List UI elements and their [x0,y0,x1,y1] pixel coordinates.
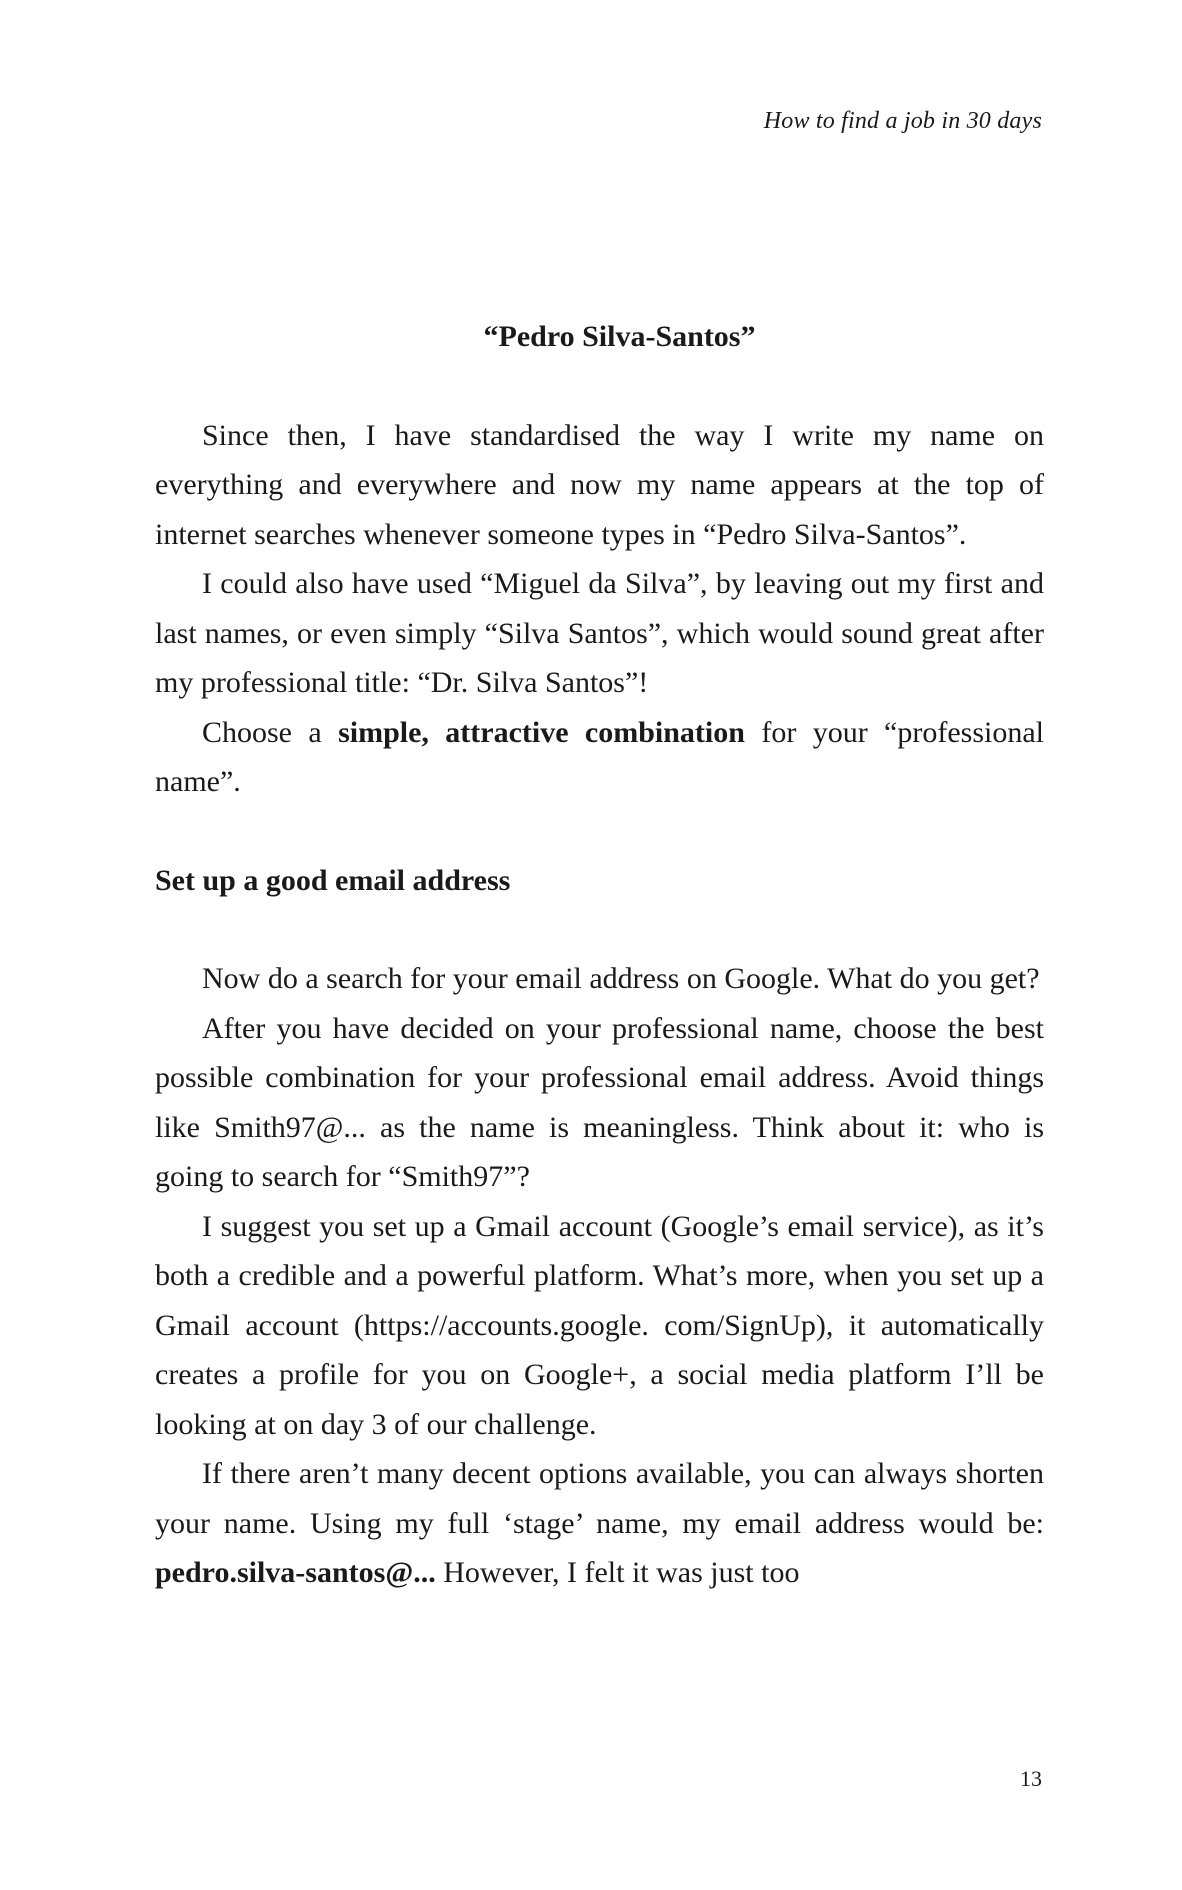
emphasis-bold-email: pedro.silva-santos@... [155,1556,436,1589]
text-run: If there aren’t many decent options available, you can always shorten your name. Using my full ‘stage’ name, my email address would be: [155,1457,1044,1540]
paragraph-alternative-names: I could also have used “Miguel da Silva”, by leaving out my first and last names, or even simply “Silva Santos”, which would sound great after my professional title: “Dr. Silva Santos”! [155,567,1044,699]
page-body [155,312,1044,1598]
running-head-title: How to find a job in 30 days [763,108,1042,134]
paragraph-standardised-name: Since then, I have standardised the way I write my name on everything and everywhere and now my name appears at the top of internet searches whenever someone types in “Pedro Silva-Santos”. [155,418,1044,551]
paragraph-professional-email: After you have decided on your professional name, choose the best possible combination for your professional email address. Avoid things like Smith97@... as the name is meaningless. Think about it: who is going to search for “Smith97”? [155,1011,1044,1193]
paragraph-choose-combination [155,708,1044,807]
text-run: Choose a [202,715,339,749]
paragraph-shorten-name [155,1449,1044,1598]
text-run: for your “professional name”. [155,715,1045,798]
text-run: However, I felt it was just too [435,1556,800,1589]
paragraph-gmail-account: I suggest you set up a Gmail account (Google’s email service), as it’s both a credible and a powerful platform. What’s more, when you set up a Gmail account (https://accounts.google. com/SignUp), it automatically creates a profile for you on Google+, a social media platform I’ll be looking at on day 3 of our challenge. [155,1209,1044,1441]
page-number: 13 [1020,1766,1042,1791]
section-heading-email: Set up a good email address [155,863,511,897]
emphasis-bold: simple, attractive combination [338,715,745,749]
quoted-name-heading: “Pedro Silva-Santos” [483,320,756,353]
paragraph-search-email: Now do a search for your email address on Google. What do you get? [202,962,1040,995]
